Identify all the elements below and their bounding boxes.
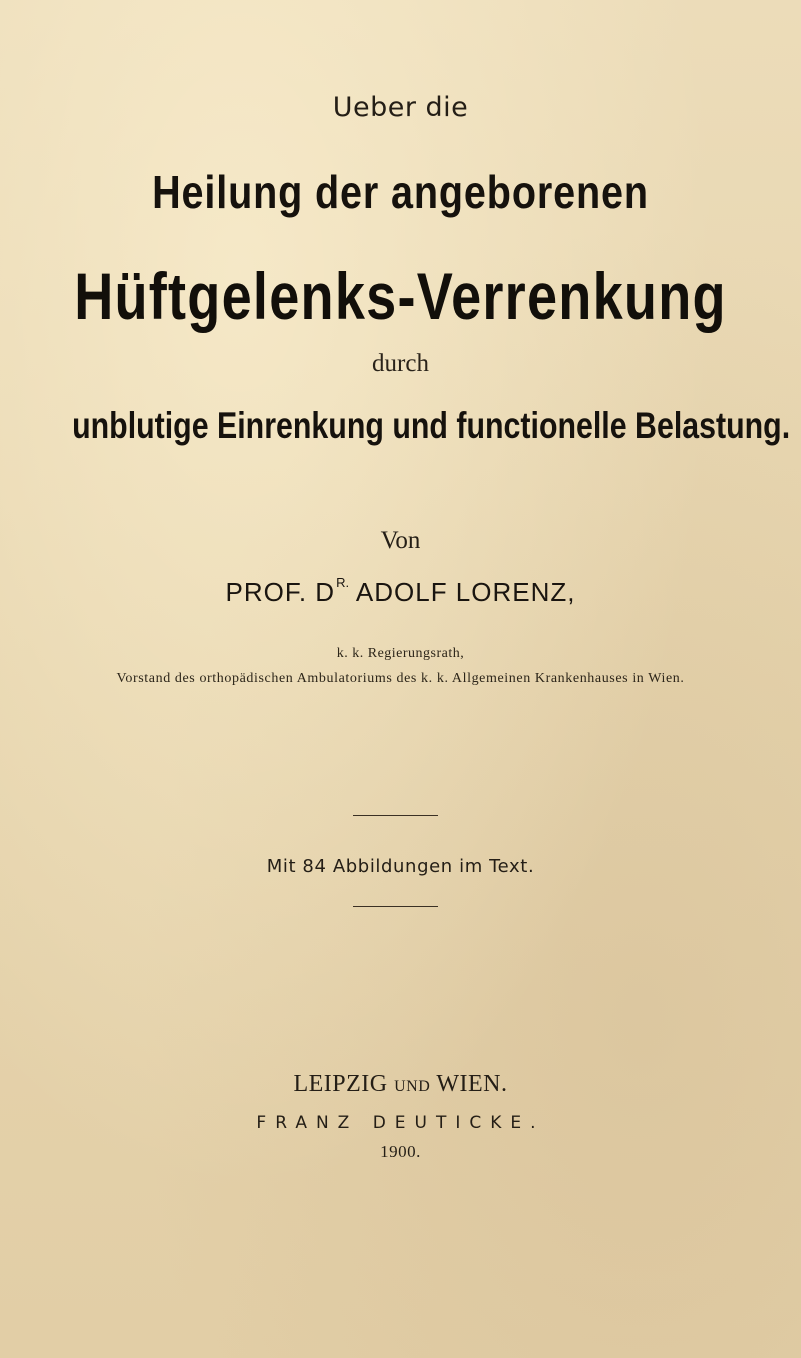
author-position: Vorstand des orthopädischen Ambulatoriums des k. k. Allgemeinen Krankenhauses in Wien. — [116, 671, 685, 686]
main-title-line-2: Hüftgelenks-Verrenkung — [74, 259, 727, 333]
author-prefix: PROF. D — [225, 577, 336, 607]
divider-bottom — [353, 906, 438, 907]
publication-place — [0, 1071, 801, 1098]
subtitle: unblutige Einrenkung und functionelle Belastung. — [72, 405, 791, 446]
durch-label: durch — [372, 350, 429, 377]
place-leipzig: LEIPZIG — [293, 1071, 388, 1097]
von-label: Von — [380, 527, 421, 554]
author-name: ADOLF LORENZ, — [355, 577, 576, 607]
place-wien: WIEN. — [436, 1071, 508, 1097]
main-title-line-1: Heilung der angeborenen — [152, 166, 649, 218]
author-line — [0, 577, 801, 608]
publisher: FRANZ DEUTICKE. — [256, 1113, 545, 1133]
divider-top — [353, 815, 438, 816]
illustrations-note: Mit 84 Abbildungen im Text. — [266, 856, 535, 877]
author-rank: k. k. Regierungsrath, — [336, 646, 465, 661]
publication-year: 1900. — [380, 1142, 421, 1161]
author-title-superscript: R. — [336, 575, 350, 590]
place-und: UND — [394, 1078, 431, 1095]
pre-title: Ueber die — [332, 92, 469, 123]
